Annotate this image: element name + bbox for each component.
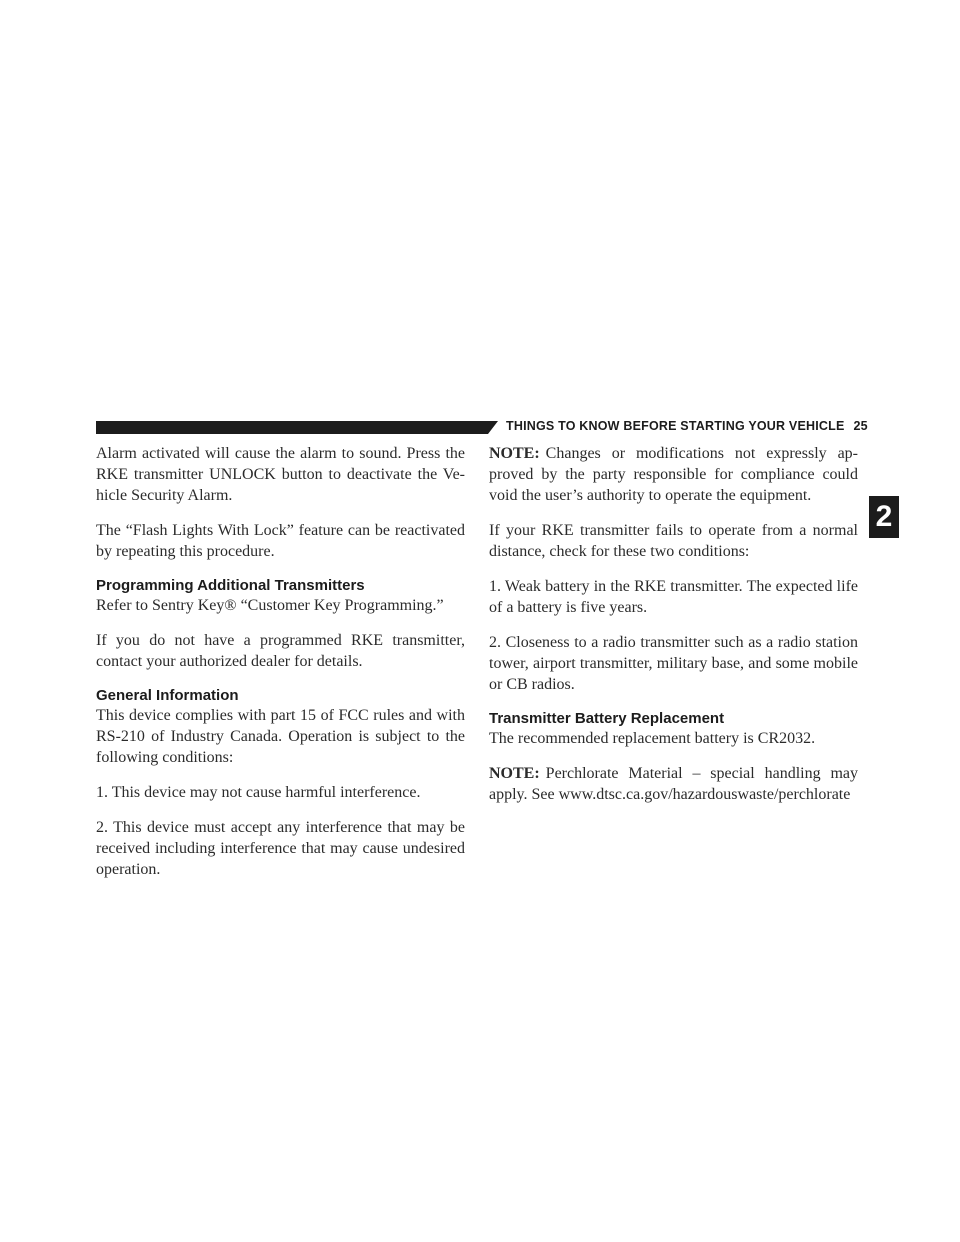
heading-battery-replacement: Transmitter Battery Replacement — [489, 710, 725, 727]
note-perchlorate — [489, 763, 858, 805]
note-label: NOTE: — [489, 445, 540, 462]
paragraph-contact-dealer: If you do not have a programmed RKE transmitter, contact your authorized dealer for details. — [96, 632, 465, 670]
left-column — [96, 443, 465, 894]
chapter-tab: 2 — [869, 496, 899, 538]
paragraph-flash-lights: The “Flash Lights With Lock” feature can be reactivated by repeating this procedure. — [96, 522, 465, 560]
right-column — [489, 443, 858, 819]
note-modifications-text: Changes or modifications not expressly ap-proved by the party responsible for compliance could void the user’s authority to operate the equipment. — [489, 445, 858, 504]
paragraph-recommended-battery: The recommended replacement battery is CR2032. — [489, 730, 816, 747]
paragraph-weak-battery: 1. Weak battery in the RKE transmitter. The expected life of a battery is five years. — [489, 578, 858, 616]
note-perchlorate-text: Perchlorate Material – special handling may apply. See www.dtsc.ca.gov/hazardouswaste/perchlorate — [489, 765, 858, 803]
running-header — [506, 419, 868, 433]
paragraph-sentry-key: Refer to Sentry Key® “Customer Key Programming.” — [96, 597, 444, 614]
paragraph-rke-fails: If your RKE transmitter fails to operate from a normal distance, check for these two conditions: — [489, 522, 858, 560]
paragraph-condition-1: 1. This device may not cause harmful interference. — [96, 784, 421, 801]
header-rule-bar — [96, 421, 488, 434]
heading-programming-transmitters: Programming Additional Transmitters — [96, 577, 365, 594]
note-label: NOTE: — [489, 765, 540, 782]
paragraph-fcc-compliance: This device complies with part 15 of FCC rules and with RS-210 of Industry Canada. Operation is subject to the following conditions: — [96, 707, 465, 766]
heading-general-information: General Information — [96, 687, 239, 704]
paragraph-radio-closeness: 2. Closeness to a radio transmitter such as a radio station tower, airport transmitter, military base, and some mobile or CB radios. — [489, 634, 858, 693]
running-header-title: THINGS TO KNOW BEFORE STARTING YOUR VEHICLE — [506, 419, 845, 433]
paragraph-alarm-activated: Alarm activated will cause the alarm to sound. Press the RKE transmitter UNLOCK button to deactivate the Ve-hicle Security Alarm. — [96, 445, 465, 504]
paragraph-condition-2: 2. This device must accept any interference that may be received including interference that may cause undesired operation. — [96, 819, 465, 878]
page-number: 25 — [853, 419, 868, 433]
note-modifications — [489, 443, 858, 506]
